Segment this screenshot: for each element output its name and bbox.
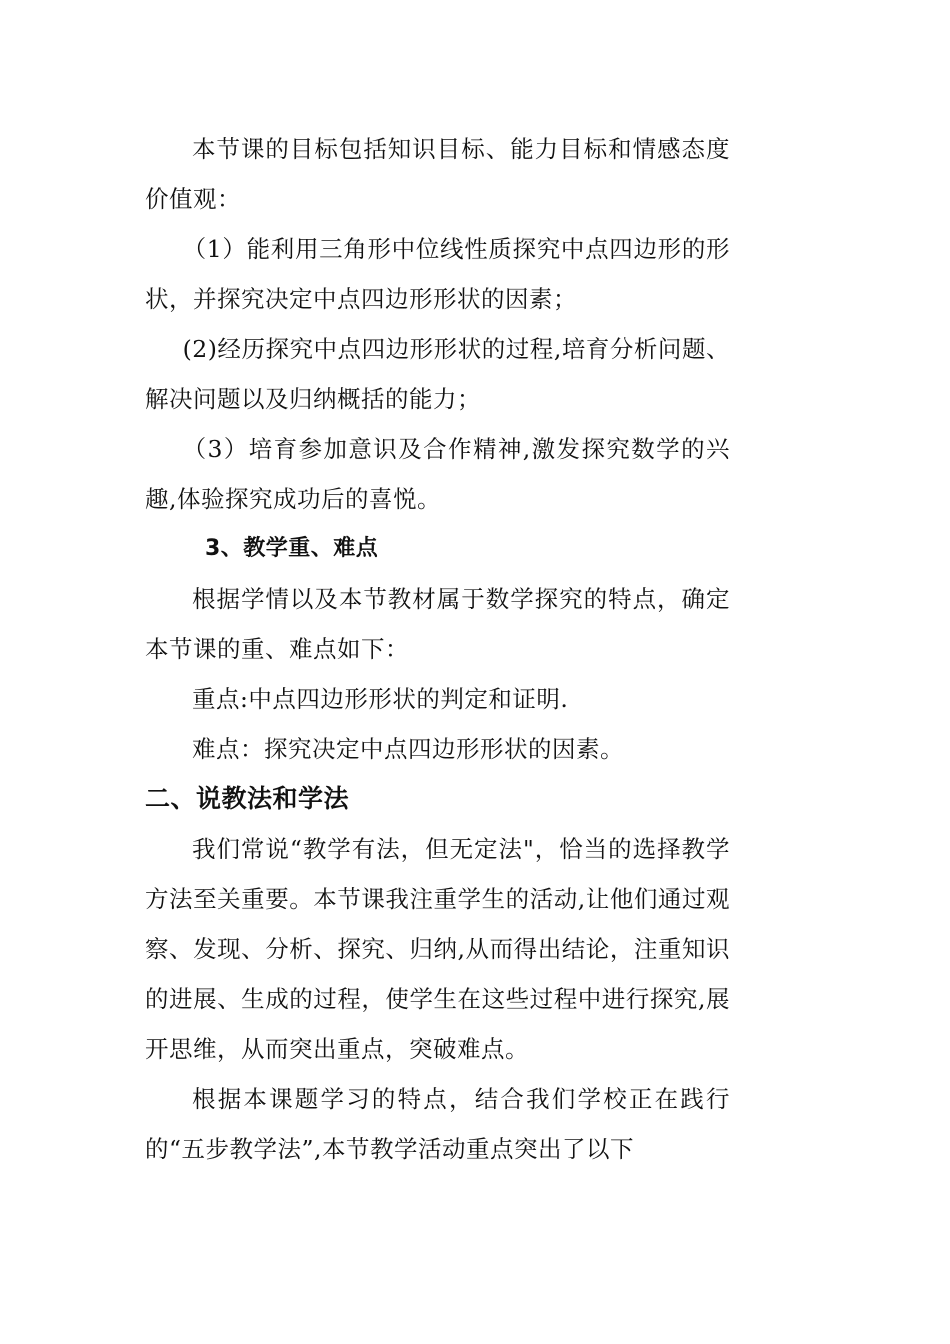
paragraph-teaching-methods: 我们常说“教学有法，但无定法"，恰当的选择教学方法至关重要。本节课我注重学生的活动,让他们通过观察、发现、分析、探究、归纳,从而得出结论，注重知识的进展、生成的过程，使学生在这些过程中进行探究,展开思维，从而突出重点，突破难点。	[145, 835, 730, 1063]
paragraph-key-points-intro: 根据学情以及本节教材属于数学探究的特点，确定本节课的重、难点如下：	[145, 585, 730, 663]
paragraph-objective-2: (2)经历探究中点四边形形状的过程,培育分析问题、解决问题以及归纳概括的能力；	[145, 335, 730, 413]
document-body	[145, 124, 730, 1174]
paragraph-objective-3: （3）培育参加意识及合作精神,激发探究数学的兴趣,体验探究成功后的喜悦。	[145, 435, 730, 513]
paragraph-objectives-intro: 本节课的目标包括知识目标、能力目标和情感态度价值观：	[145, 135, 730, 213]
subheading-key-difficult-points: 3、教学重、难点	[205, 536, 379, 561]
section-heading-teaching-methods: 二、说教法和学法	[145, 784, 350, 813]
paragraph-difficult-point: 难点：探究决定中点四边形形状的因素。	[192, 735, 624, 763]
paragraph-objective-1: （1）能利用三角形中位线性质探究中点四边形的形状，并探究决定中点四边形形状的因素；	[145, 235, 730, 313]
paragraph-five-step-method: 根据本课题学习的特点，结合我们学校正在践行的“五步教学法”,本节教学活动重点突出了以下	[145, 1085, 730, 1163]
paragraph-key-point: 重点:中点四边形形状的判定和证明.	[192, 685, 569, 713]
